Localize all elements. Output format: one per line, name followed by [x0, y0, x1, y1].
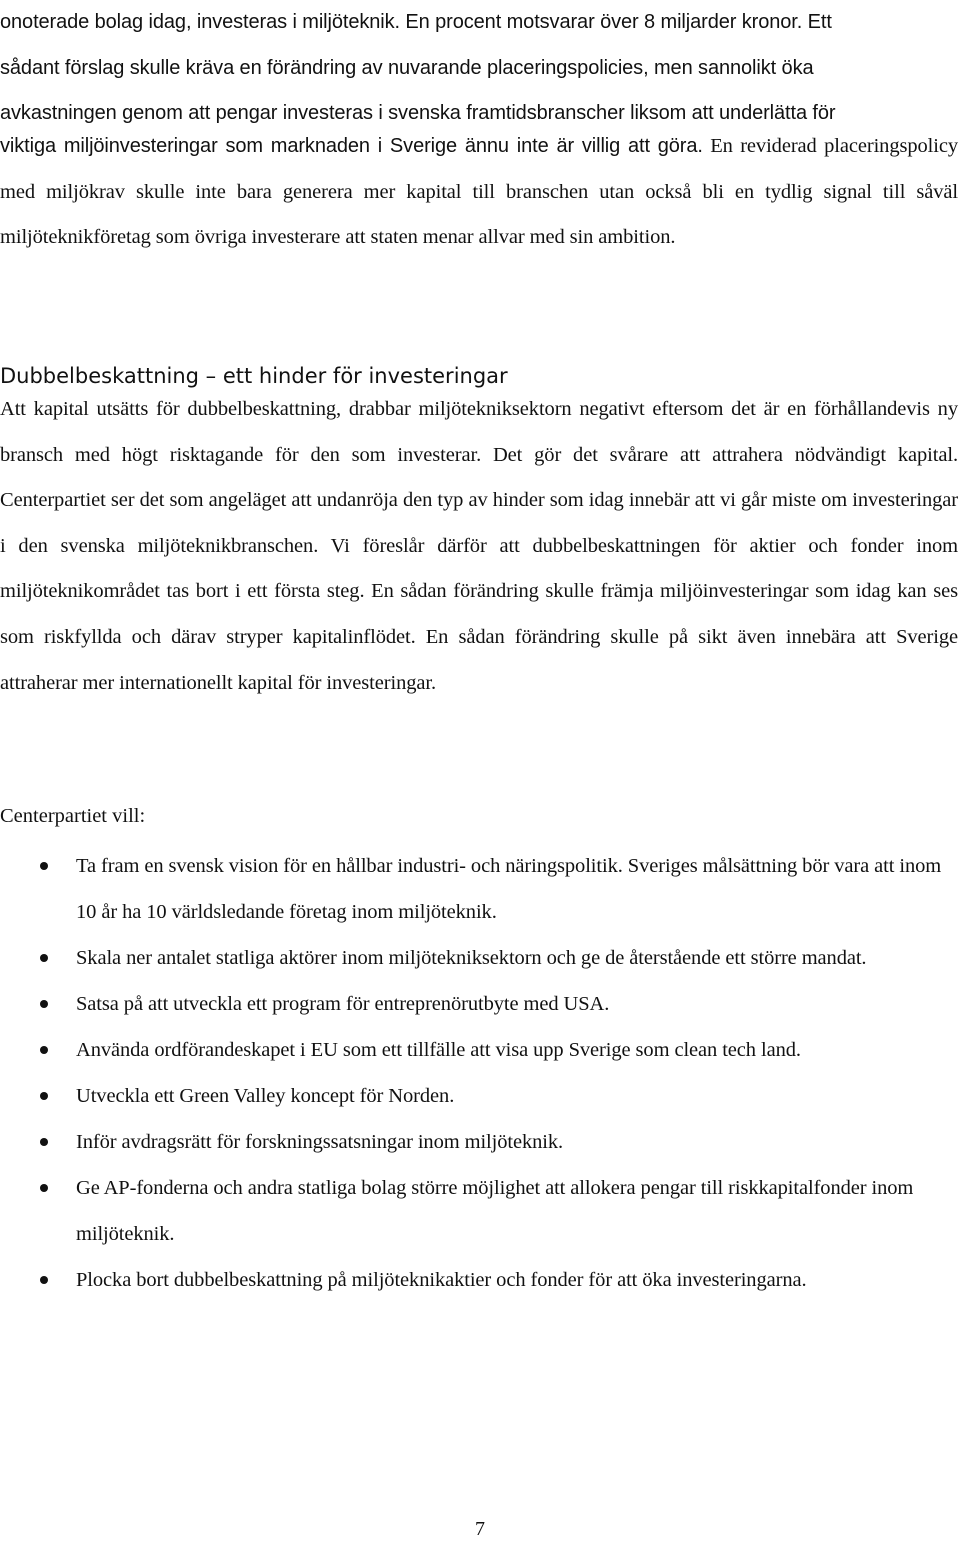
list-item-text: Ge AP-fonderna och andra statliga bolag större möjlighet att allokera pengar till riskkapitalfonder inom miljöteknik. — [76, 1177, 914, 1245]
list-intro: Centerpartiet vill: — [0, 805, 146, 827]
section-body-paragraph: Att kapital utsätts för dubbelbeskattning, drabbar miljötekniksektorn negativt eftersom det är en förhållandevis ny bransch med högt risktagande för den som investerar. Det gör det svårare att attrahera nödvändigt kapital. Centerpartiet ser det som angeläget att undanröja den typ av hinder som idag innebär att vi går miste om investeringar i den svenska miljöteknikbranschen. Vi föreslår därför att dubbelbeskattningen för aktier och fonder inom miljöteknikområdet tas bort i ett första steg. En sådan förändring skulle främja miljöinvesteringar som idag kan ses som riskfyllda och därav stryper kapitalinflödet. En sådan förändring skulle på sikt även innebära att Sverige attraherar mer internationellt kapital för investeringar. — [0, 398, 958, 694]
list-item-text: Satsa på att utveckla ett program för entreprenörutbyte med USA. — [76, 993, 610, 1015]
paragraph-serif-fragment: En reviderad placeringspolicy med miljökrav skulle inte bara generera mer kapital till branschen utan också bli en tydlig signal till såväl miljöteknikföretag som övriga investerare att staten menar allvar med sin ambition. — [0, 135, 958, 249]
list-item — [0, 1165, 960, 1257]
list-item-text: Använda ordförandeskapet i EU som ett tillfälle att visa upp Sverige som clean tech land. — [76, 1039, 801, 1061]
bullet-icon — [40, 1276, 48, 1284]
bullet-icon — [40, 1046, 48, 1054]
section-heading: Dubbelbeskattning – ett hinder för investeringar — [0, 364, 508, 388]
placement-policy-paragraph — [0, 124, 958, 261]
bullet-icon — [40, 1184, 48, 1192]
bullet-icon — [40, 862, 48, 870]
list-item-text: Ta fram en svensk vision för en hållbar industri- och näringspolitik. Sveriges målsättning bör vara att inom 10 år ha 10 världsledande företag inom miljöteknik. — [76, 855, 942, 923]
intro-line: avkastningen genom att pengar investeras i svenska framtidsbranscher liksom att underlätta för — [0, 102, 836, 124]
page-number: 7 — [475, 1518, 485, 1540]
bullet-icon — [40, 1138, 48, 1146]
list-item — [0, 981, 960, 1027]
bullet-icon — [40, 1092, 48, 1100]
list-item-text: Inför avdragsrätt för forskningssatsningar inom miljöteknik. — [76, 1131, 564, 1153]
proposal-list — [0, 843, 960, 1303]
bullet-icon — [40, 1000, 48, 1008]
list-item — [0, 843, 960, 935]
list-item — [0, 1073, 960, 1119]
intro-paragraph — [0, 0, 958, 137]
list-item — [0, 935, 960, 981]
list-item — [0, 1257, 960, 1303]
list-item-text: Plocka bort dubbelbeskattning på miljöteknikaktier och fonder för att öka investeringarna. — [76, 1269, 807, 1291]
list-item-text: Skala ner antalet statliga aktörer inom miljötekniksektorn och ge de återstående ett större mandat. — [76, 947, 867, 969]
paragraph-sans-fragment: viktiga miljöinvesteringar som marknaden i Sverige ännu inte är villig att göra. — [0, 135, 703, 157]
list-item — [0, 1119, 960, 1165]
intro-line: sådant förslag skulle kräva en förändring av nuvarande placeringspolicies, men sannolikt öka — [0, 56, 814, 79]
bullet-icon — [40, 954, 48, 962]
intro-line: onoterade bolag idag, investeras i miljöteknik. En procent motsvarar över 8 miljarder kronor. Ett — [0, 11, 832, 33]
list-item — [0, 1027, 960, 1073]
list-item-text: Utveckla ett Green Valley koncept för Norden. — [76, 1085, 455, 1107]
